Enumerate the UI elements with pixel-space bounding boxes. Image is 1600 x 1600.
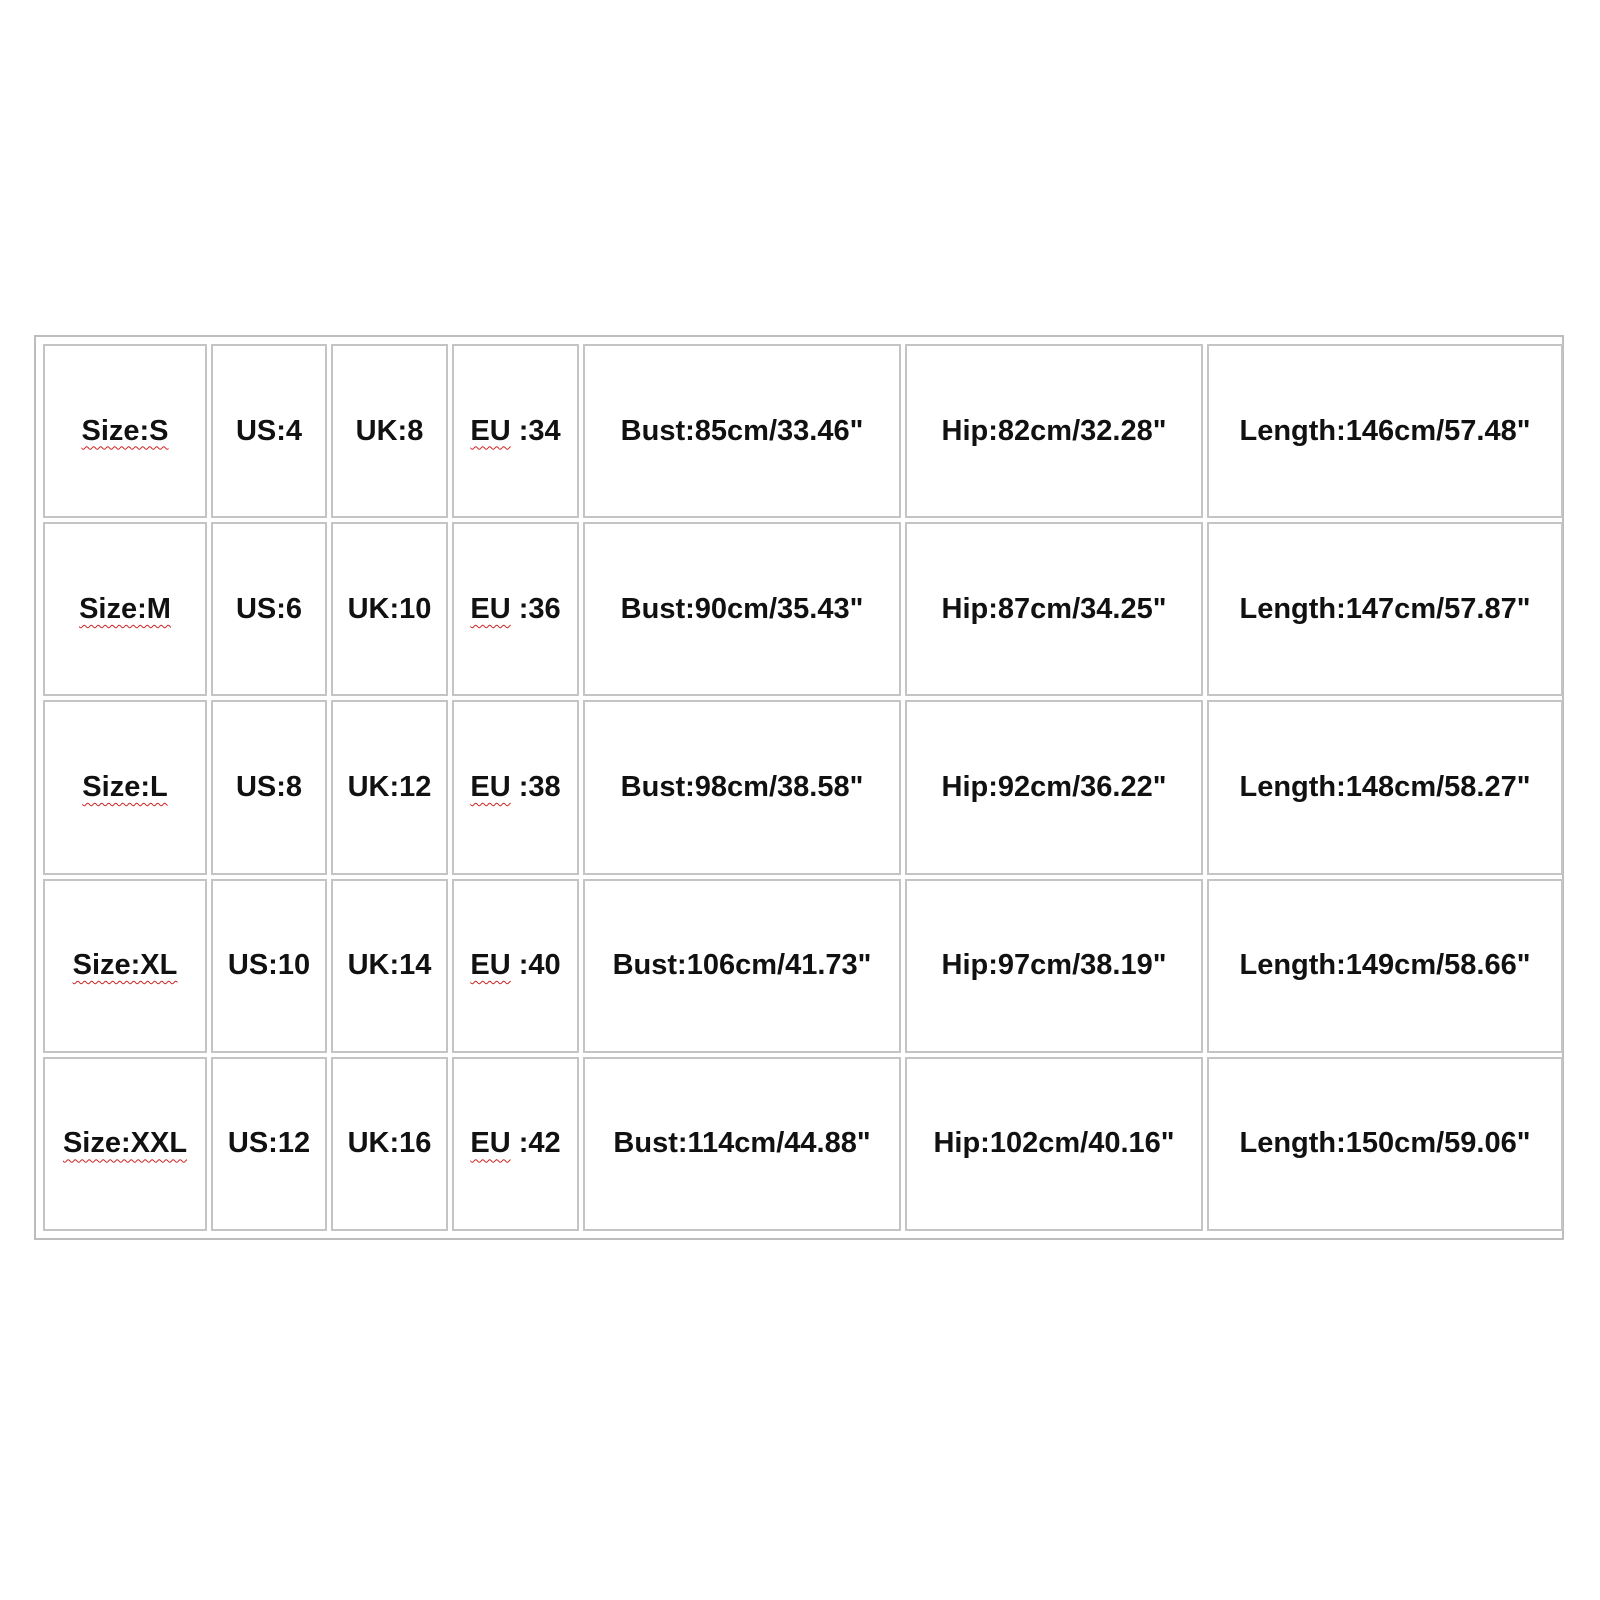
eu-label: EU bbox=[470, 1127, 511, 1160]
size-label: Size:S bbox=[81, 414, 169, 447]
size-chart bbox=[34, 335, 1564, 1240]
eu-label: EU bbox=[470, 949, 511, 982]
eu-cell bbox=[452, 879, 579, 1053]
eu-cell bbox=[452, 344, 579, 518]
bust-cell: Bust:114cm/44.88" bbox=[583, 1057, 901, 1231]
size-label: Size:L bbox=[82, 770, 168, 803]
bust-cell: Bust:98cm/38.58" bbox=[583, 700, 901, 874]
length-cell: Length:149cm/58.66" bbox=[1207, 879, 1563, 1053]
us-cell: US:8 bbox=[211, 700, 327, 874]
hip-cell: Hip:87cm/34.25" bbox=[905, 522, 1203, 696]
size-cell bbox=[43, 879, 207, 1053]
uk-cell: UK:12 bbox=[331, 700, 448, 874]
table-row bbox=[43, 522, 1563, 696]
hip-cell: Hip:102cm/40.16" bbox=[905, 1057, 1203, 1231]
bust-cell: Bust:90cm/35.43" bbox=[583, 522, 901, 696]
eu-label: EU bbox=[470, 414, 511, 447]
uk-cell: UK:8 bbox=[331, 344, 448, 518]
size-label: Size:XXL bbox=[62, 1127, 188, 1160]
size-cell bbox=[43, 700, 207, 874]
length-cell: Length:147cm/57.87" bbox=[1207, 522, 1563, 696]
length-cell: Length:146cm/57.48" bbox=[1207, 344, 1563, 518]
eu-label: EU bbox=[470, 770, 511, 803]
length-cell: Length:150cm/59.06" bbox=[1207, 1057, 1563, 1231]
size-cell bbox=[43, 1057, 207, 1231]
size-label: Size:XL bbox=[72, 949, 178, 982]
hip-cell: Hip:92cm/36.22" bbox=[905, 700, 1203, 874]
eu-cell bbox=[452, 1057, 579, 1231]
table-row bbox=[43, 344, 1563, 518]
us-cell: US:10 bbox=[211, 879, 327, 1053]
table-row bbox=[43, 879, 1563, 1053]
table-row bbox=[43, 1057, 1563, 1231]
eu-cell bbox=[452, 700, 579, 874]
uk-cell: UK:10 bbox=[331, 522, 448, 696]
uk-cell: UK:14 bbox=[331, 879, 448, 1053]
size-chart-table bbox=[39, 340, 1567, 1235]
size-cell bbox=[43, 344, 207, 518]
us-cell: US:12 bbox=[211, 1057, 327, 1231]
eu-label: EU bbox=[470, 592, 511, 625]
bust-cell: Bust:85cm/33.46" bbox=[583, 344, 901, 518]
table-row bbox=[43, 700, 1563, 874]
size-label: Size:M bbox=[79, 592, 171, 625]
eu-value: :42 bbox=[510, 1127, 561, 1160]
hip-cell: Hip:82cm/32.28" bbox=[905, 344, 1203, 518]
length-cell: Length:148cm/58.27" bbox=[1207, 700, 1563, 874]
eu-cell bbox=[452, 522, 579, 696]
uk-cell: UK:16 bbox=[331, 1057, 448, 1231]
hip-cell: Hip:97cm/38.19" bbox=[905, 879, 1203, 1053]
eu-value: :36 bbox=[510, 592, 561, 625]
bust-cell: Bust:106cm/41.73" bbox=[583, 879, 901, 1053]
eu-value: :40 bbox=[510, 949, 561, 982]
size-cell bbox=[43, 522, 207, 696]
us-cell: US:6 bbox=[211, 522, 327, 696]
eu-value: :34 bbox=[510, 414, 561, 447]
eu-value: :38 bbox=[510, 770, 561, 803]
us-cell: US:4 bbox=[211, 344, 327, 518]
